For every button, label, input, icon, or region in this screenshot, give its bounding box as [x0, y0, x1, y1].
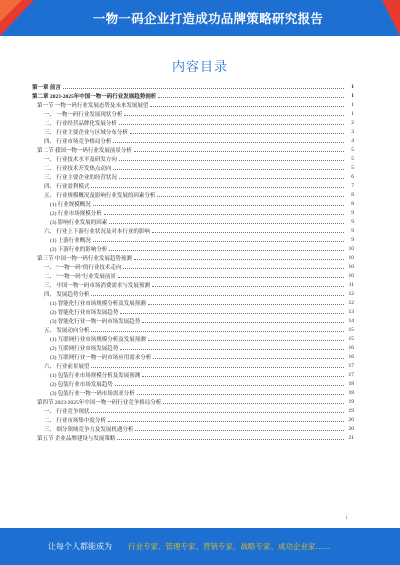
header-decoration-right	[382, 0, 400, 36]
toc-leader-dots	[163, 403, 344, 404]
toc-entry-page: 15	[348, 326, 354, 333]
toc-entry-page: 1	[351, 101, 354, 108]
toc-entry-page: 9	[351, 209, 354, 216]
toc-entry[interactable]	[32, 289, 354, 298]
toc-leader-dots	[91, 412, 344, 413]
toc-entry-page: 19	[348, 398, 354, 405]
toc-entry-page: 16	[348, 344, 354, 351]
toc-leader-dots	[93, 205, 344, 206]
footer-band	[0, 528, 400, 565]
toc-entry[interactable]	[32, 100, 354, 109]
toc-entry-page: 20	[348, 416, 354, 423]
report-title: 一物一码企业打造成功品牌策略研究报告	[92, 12, 324, 26]
toc-entry-page: 6	[351, 173, 354, 180]
toc-leader-dots	[135, 430, 344, 431]
toc-leader-dots	[130, 133, 344, 134]
toc-entry-page: 16	[348, 353, 354, 360]
toc-entry-page: 10	[348, 254, 354, 261]
toc-entry[interactable]	[32, 433, 354, 442]
toc-leader-dots	[152, 286, 344, 287]
toc-entry-page: 12	[348, 299, 354, 306]
toc-entry-label: 三、 行业主要企业的经营状况	[44, 174, 117, 181]
toc-leader-dots	[150, 106, 344, 107]
toc-entry[interactable]	[32, 397, 354, 406]
toc-entry-label: (3) 互联网行业一物一码市场应用需求分析	[50, 354, 152, 361]
toc-entry[interactable]	[32, 352, 354, 361]
toc-entry-page: 1	[351, 92, 354, 99]
toc-entry-label: (3) 包装行业一物一码市场需求分析	[50, 390, 135, 397]
toc-entry[interactable]	[32, 334, 354, 343]
toc-entry-page: 3	[351, 128, 354, 135]
toc-leader-dots	[123, 268, 344, 269]
toc-entry-page: 8	[351, 200, 354, 207]
toc-leader-dots	[108, 421, 344, 422]
toc-heading: 内容目录	[171, 60, 228, 75]
toc-entry-page: 2	[351, 119, 354, 126]
toc-entry[interactable]	[32, 262, 354, 271]
toc-entry-label: 四、 行业盈利模式	[44, 183, 90, 190]
toc-entry-label: (2) 行业市场规模分析	[50, 210, 102, 217]
toc-entry-label: (1) 行业规模概况	[50, 201, 91, 208]
toc-entry[interactable]	[32, 379, 354, 388]
toc-entry-label: 一、 一物一码行业发展现状分析	[44, 111, 123, 118]
toc-leader-dots	[157, 196, 344, 197]
toc-leader-dots	[142, 376, 344, 377]
toc-entry-page: 9	[351, 236, 354, 243]
toc-entry[interactable]	[32, 82, 354, 91]
toc-leader-dots	[153, 358, 344, 359]
toc-leader-dots	[117, 439, 344, 440]
header-decoration-left-accent	[0, 0, 22, 22]
toc-leader-dots	[152, 232, 344, 233]
toc-entry-page: 15	[348, 335, 354, 342]
toc-entry-page: 21	[348, 434, 354, 441]
toc-entry-page: 20	[348, 425, 354, 432]
toc-entry-page: 4	[351, 137, 354, 144]
toc-leader-dots	[120, 313, 344, 314]
toc-entry-page: 11	[348, 281, 354, 288]
toc-leader-dots	[104, 214, 344, 215]
toc-entry-label: 六、 行业上下游行业状况及对本行业的影响	[44, 228, 150, 235]
toc-entry[interactable]	[32, 163, 354, 172]
toc-entry-label: 三、 中国一物一码市场消费需求与发展预测	[44, 282, 150, 289]
toc-entry[interactable]	[32, 280, 354, 289]
toc-entry-label: 第二章 2023-2025年中国一物一码行业发展趋势剖析	[32, 93, 157, 100]
toc-leader-dots	[119, 124, 344, 125]
toc-entry-page: 9	[351, 227, 354, 234]
toc-entry-label: 四、 行业市场竞争格局分析	[44, 138, 112, 145]
toc-entry-label: 第二节 我国一物一码行业发展前景分析	[37, 147, 132, 154]
toc-entry[interactable]	[32, 361, 354, 370]
header-band	[0, 0, 400, 36]
toc-entry-label: (1) 上游行业概况	[50, 237, 91, 244]
toc-entry[interactable]	[32, 406, 354, 415]
toc-entry[interactable]	[32, 154, 354, 163]
toc-entry-page: 12	[348, 290, 354, 297]
toc-entry[interactable]	[32, 370, 354, 379]
toc-entry[interactable]	[32, 127, 354, 136]
toc-entry[interactable]	[32, 325, 354, 334]
toc-entry-label: 第一节 一物一码行业发展态势及未来发展展望	[37, 102, 149, 109]
toc-leader-dots	[119, 160, 344, 161]
toc-entry-page: 10	[348, 263, 354, 270]
toc-entry-label: 二、 "一物一码"行业发展前景	[44, 273, 116, 280]
toc-leader-dots	[91, 367, 344, 368]
toc-leader-dots	[115, 385, 344, 386]
toc-leader-dots	[109, 250, 344, 251]
page-number: i	[346, 516, 348, 521]
toc-entry-page: 5	[351, 164, 354, 171]
toc-entry-label: (2) 互联网行业市场发展趋势	[50, 345, 119, 352]
toc-entry-page: 5	[351, 146, 354, 153]
toc-entry-label: 三、 细分领域竞争力及发展机遇分析	[44, 426, 134, 433]
toc-entry[interactable]	[32, 208, 354, 217]
toc-leader-dots	[109, 223, 344, 224]
toc-entry[interactable]	[32, 190, 354, 199]
toc-entry[interactable]	[32, 316, 354, 325]
toc-leader-dots	[134, 259, 344, 260]
toc-entry-label: (3) 影响行业发展的因素	[50, 219, 108, 226]
toc-entry[interactable]	[32, 181, 354, 190]
toc-entry[interactable]	[32, 226, 354, 235]
toc-entry[interactable]	[32, 91, 354, 100]
toc-entry-label: (2) 智能化行业市场发展趋势	[50, 309, 119, 316]
toc-entry-label: 二、 行业经营品牌化发展分析	[44, 120, 117, 127]
toc-entry-page: 14	[348, 317, 354, 324]
toc-entry[interactable]	[32, 136, 354, 145]
toc-entry[interactable]	[32, 415, 354, 424]
toc-leader-dots	[148, 340, 344, 341]
footer-slogan: 让每个人都能成为	[48, 542, 112, 551]
toc-entry-label: (1) 包装行业市场规模分析及发展预测	[50, 372, 141, 379]
toc-leader-dots	[93, 241, 344, 242]
footer-tagline: 行业专家、管理专家、营销专家、战略专家、成功企业家……	[128, 542, 331, 551]
toc-entry-label: 五、 行业规模概况及影响行业发展的因素分析	[44, 192, 156, 199]
toc-entry-page: 1	[351, 110, 354, 117]
toc-entry-page: 18	[348, 389, 354, 396]
toc-entry-page: 13	[348, 308, 354, 315]
toc-entry-page: 10	[348, 272, 354, 279]
toc-entry-page: 5	[351, 155, 354, 162]
toc-entry[interactable]	[32, 199, 354, 208]
toc-entry-label: 第四节 2023-2025年中国一物一码行业竞争格局分析	[37, 399, 162, 406]
toc-leader-dots	[134, 151, 344, 152]
toc-entry-page: 10	[348, 245, 354, 252]
toc-entry[interactable]	[32, 307, 354, 316]
toc-entry[interactable]	[32, 244, 354, 253]
toc-entry-label: 二、 行业市场集中度分析	[44, 417, 106, 424]
toc-entry-page: 8	[351, 191, 354, 198]
toc-leader-dots	[124, 115, 344, 116]
toc-entry[interactable]	[32, 217, 354, 226]
toc-leader-dots	[120, 349, 344, 350]
toc-entry-label: 三、 行业主要企业与区域分布分析	[44, 129, 128, 136]
toc-entry-page: 7	[351, 182, 354, 189]
toc-entry-label: (1) 互联网行业市场规模分析及发展预测	[50, 336, 146, 343]
toc-entry-label: 第一章 前言	[32, 84, 61, 91]
toc-leader-dots	[113, 142, 344, 143]
toc-entry-page: 17	[348, 371, 354, 378]
toc-entry[interactable]	[32, 298, 354, 307]
table-of-contents	[32, 82, 354, 442]
toc-leader-dots	[91, 187, 344, 188]
toc-entry[interactable]	[32, 424, 354, 433]
toc-entry[interactable]	[32, 172, 354, 181]
toc-entry[interactable]	[32, 343, 354, 352]
toc-leader-dots	[158, 97, 344, 98]
toc-entry[interactable]	[32, 235, 354, 244]
toc-leader-dots	[119, 178, 344, 179]
toc-entry[interactable]	[32, 118, 354, 127]
toc-leader-dots	[63, 88, 344, 89]
toc-leader-dots	[118, 277, 344, 278]
toc-leader-dots	[91, 295, 344, 296]
toc-entry-label: 一、 行业技术水平及研发方向	[44, 156, 117, 163]
toc-entry-label: 一、 行业竞争现状	[44, 408, 90, 415]
toc-entry-label: 第三节 中国一物一码行业发展趋势预测	[37, 255, 132, 262]
toc-entry-page: 9	[351, 218, 354, 225]
toc-entry[interactable]	[32, 253, 354, 262]
toc-entry-label: 四、 发展趋势分析	[44, 291, 90, 298]
toc-entry-label: (2) 下游行业的影响分析	[50, 246, 108, 253]
toc-leader-dots	[142, 322, 344, 323]
toc-entry-page: 19	[348, 407, 354, 414]
toc-entry[interactable]	[32, 271, 354, 280]
toc-entry[interactable]	[32, 388, 354, 397]
toc-leader-dots	[113, 169, 344, 170]
toc-entry-page: 17	[348, 362, 354, 369]
toc-leader-dots	[91, 331, 344, 332]
toc-entry-label: 二、 行业技术开发热点动向	[44, 165, 112, 172]
toc-entry-label: 六、 行业前景展望	[44, 363, 90, 370]
toc-entry-label: (3) 智能化行业一物一码市场发展趋势	[50, 318, 141, 325]
toc-entry-label: 一、 "一物一码"的行业技术走向	[44, 264, 122, 271]
toc-leader-dots	[137, 394, 344, 395]
toc-entry-page: 18	[348, 380, 354, 387]
toc-entry-label: (2) 包装行业市场发展趋势	[50, 381, 113, 388]
toc-entry-label: 五、 发展动向分析	[44, 327, 90, 334]
toc-entry-label: 第五节 企业品牌建设与发展策略	[37, 435, 116, 442]
toc-entry[interactable]	[32, 109, 354, 118]
toc-entry[interactable]	[32, 145, 354, 154]
toc-leader-dots	[148, 304, 344, 305]
toc-entry-page: 1	[351, 83, 354, 90]
toc-entry-label: (1) 智能化行业市场规模分析及发展预测	[50, 300, 146, 307]
